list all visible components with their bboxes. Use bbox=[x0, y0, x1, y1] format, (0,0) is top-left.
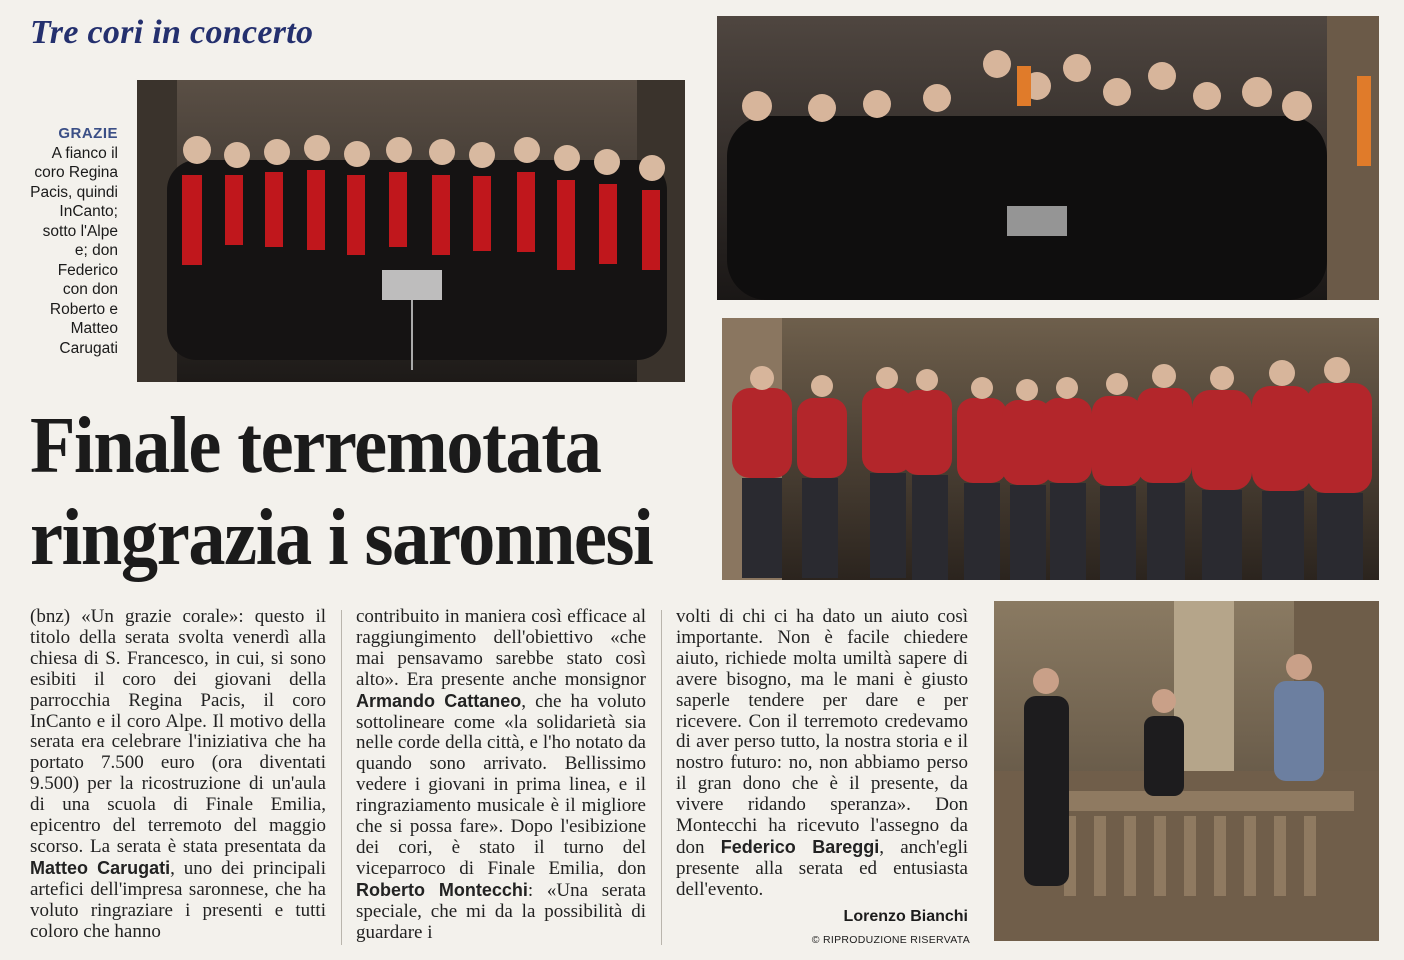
caption-text: A fianco il coro Regina Pacis, quindi InCanto; sotto l'Alpe e; don Federico con don Roberto e Matteo Carugati bbox=[30, 144, 118, 357]
person-name: Matteo Carugati bbox=[30, 857, 171, 878]
body-paragraph bbox=[30, 607, 326, 943]
photo-alpe-choir bbox=[722, 318, 1379, 580]
headline-line-2: ringrazia i saronnesi bbox=[30, 494, 653, 582]
byline: Lorenzo Bianchi bbox=[843, 908, 968, 925]
photo-regina-pacis-graphic bbox=[137, 80, 685, 382]
person-name: Federico Bareggi bbox=[720, 836, 880, 857]
headline bbox=[30, 400, 662, 584]
copyright-notice: © RIPRODUZIONE RISERVATA bbox=[811, 934, 970, 946]
body-text: , anch'egli presente alla serata ed entusiasta dell'evento. bbox=[676, 836, 969, 900]
photo-dons-graphic bbox=[994, 601, 1379, 941]
person-name: Armando Cattaneo bbox=[356, 690, 522, 711]
caption-lead: GRAZIE bbox=[58, 125, 118, 142]
body-column-3 bbox=[676, 607, 968, 901]
body-paragraph bbox=[676, 607, 968, 901]
body-text: , uno dei principali artefici dell'impresa saronnese, che ha voluto ringraziare i presenti e tutti coloro che hanno bbox=[30, 857, 326, 942]
body-text: , che ha voluto sottolineare come «la solidarietà sia nelle corde della città, e l'ho notato da quando sono arrivato. Bellissimo vedere i giovani in prima linea, e il ringraziamento musicale è il migliore che si possa fare». Dopo l'esibizione dei cori, è stato il turno del viceparroco di Finale Emilia, don bbox=[356, 690, 646, 879]
column-rule bbox=[341, 610, 342, 945]
person-name: Roberto Montecchi bbox=[356, 879, 528, 900]
body-column-1 bbox=[30, 607, 326, 943]
photo-incanto-choir bbox=[717, 16, 1379, 300]
photo-caption bbox=[30, 124, 118, 358]
body-text: (bnz) «Un grazie corale»: questo il titolo della serata svolta venerdì alla chiesa di S. Francesco, in cui, si sono esibiti il coro dei giovani della parrocchia Regina Pacis, il coro InCanto e il coro Alpe. Il motivo della serata era celebrare l'iniziativa che ha portato 7.500 euro (ora diventati 9.500) per la ricostruzione di un'aula di una scuola di Finale Emilia, epicentro del terremoto del maggio scorso. La serata è stata presentata da bbox=[30, 606, 326, 857]
body-paragraph bbox=[356, 607, 646, 944]
section-kicker: Tre cori in concerto bbox=[30, 14, 314, 51]
photo-incanto-graphic bbox=[717, 16, 1379, 300]
headline-line-1: Finale terremotata bbox=[30, 402, 601, 490]
column-rule bbox=[661, 610, 662, 945]
body-column-2 bbox=[356, 607, 646, 944]
body-text: volti di chi ci ha dato un aiuto così importante. Non è facile chiedere aiuto, richiede molta umiltà sapere di avere bisogno, ma le mani è giusto saperle tendere per dare e per ricevere. Con il terremoto credevamo di aver perso tutto, la nostra storia e il nostro futuro: no, non abbiamo perso il gran dono che è il presente, da vivere ridando speranza». Don Montecchi ha ricevuto l'assegno da don bbox=[676, 606, 968, 858]
photo-dons-with-carugati bbox=[994, 601, 1379, 941]
body-text: : «Una serata speciale, che mi da la possibilità di guardare i bbox=[356, 879, 646, 943]
photo-regina-pacis-choir bbox=[137, 80, 685, 382]
photo-alpe-graphic bbox=[722, 318, 1379, 580]
body-text: contribuito in maniera così efficace al raggiungimento dell'obiettivo «che mai pensavamo sarebbe stato così alto». Era presente anche monsignor bbox=[356, 606, 646, 690]
